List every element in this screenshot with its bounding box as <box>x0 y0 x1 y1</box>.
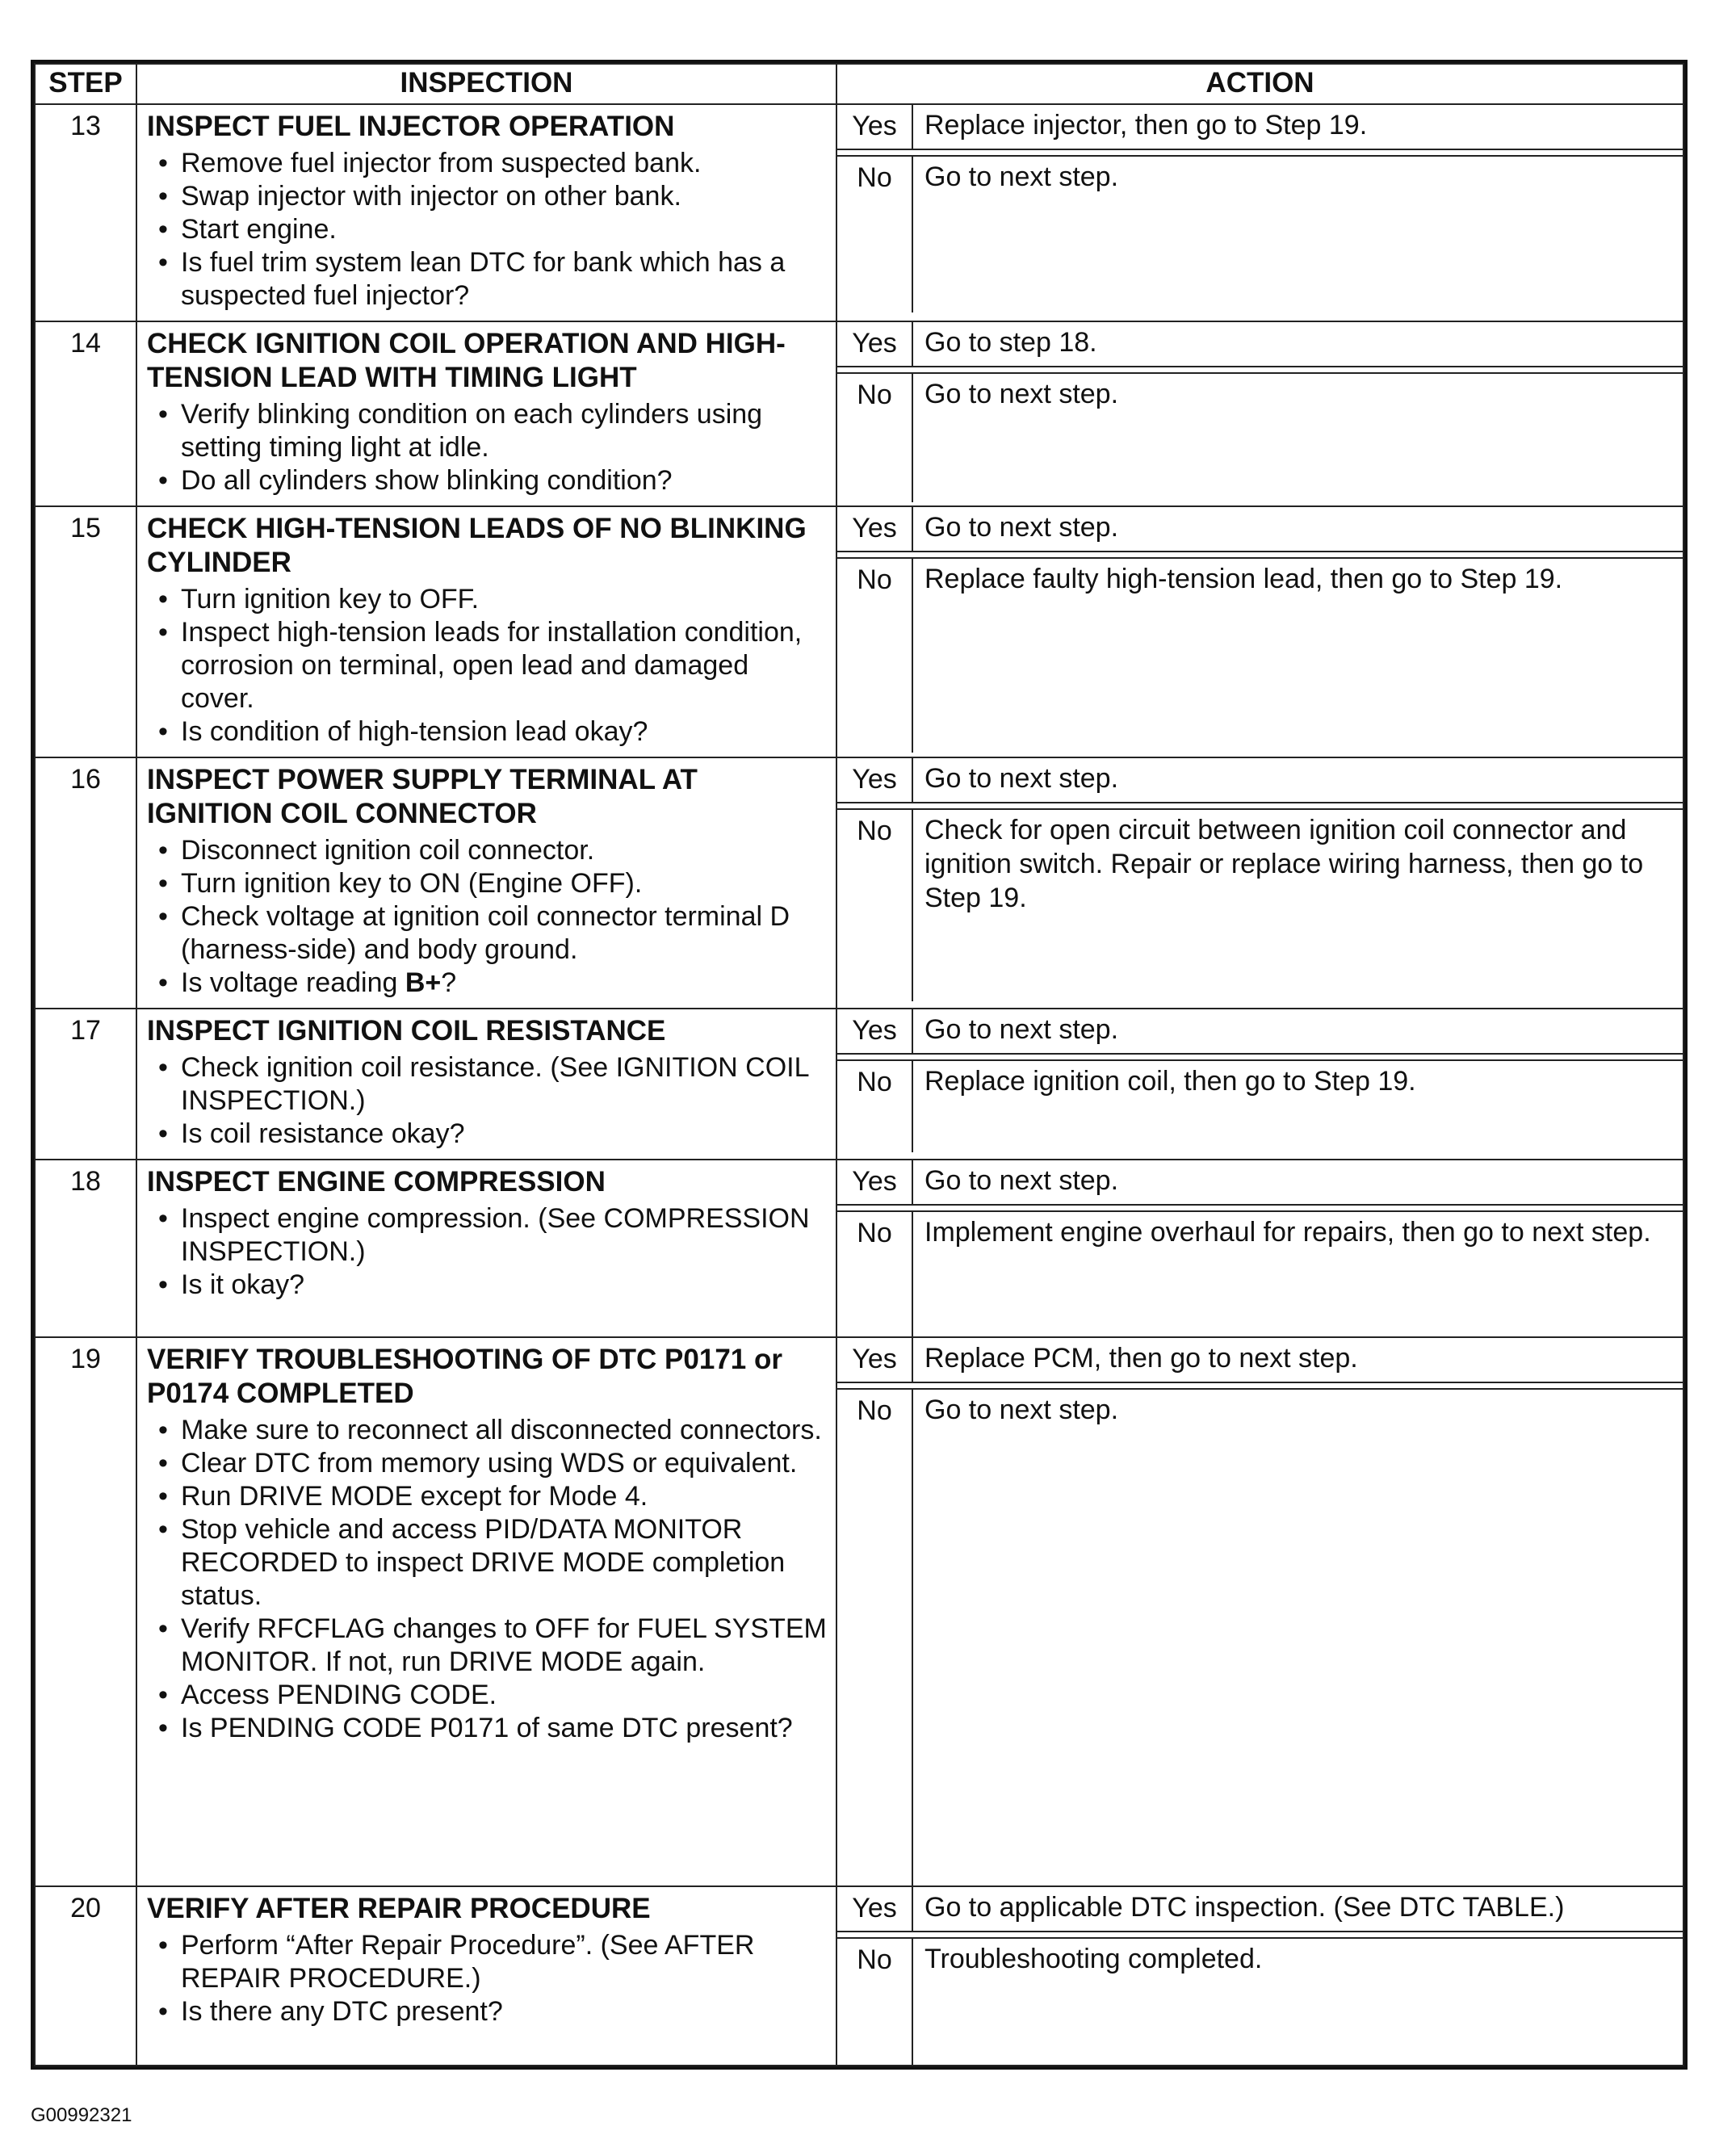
no-action: Troubleshooting completed. <box>924 1944 1263 1974</box>
yes-action: Go to step 18. <box>924 327 1097 358</box>
no-label: No <box>837 1061 913 1152</box>
inspection-bullet: • Check voltage at ignition coil connector terminal D (harness-side) and body ground. <box>147 900 828 967</box>
no-branch <box>837 1059 1683 1152</box>
yes-branch <box>837 758 1683 803</box>
yes-label: Yes <box>837 758 913 802</box>
no-label: No <box>837 157 913 312</box>
no-branch <box>837 372 1683 502</box>
step-number: 15 <box>35 506 136 757</box>
inspection-bullet: • Do all cylinders show blinking condition? <box>147 464 828 497</box>
inspection-title: INSPECT POWER SUPPLY TERMINAL AT IGNITION COIL CONNECTOR <box>147 764 698 829</box>
inspection-title: CHECK HIGH-TENSION LEADS OF NO BLINKING CYLINDER <box>147 513 807 578</box>
no-label: No <box>837 1212 913 1336</box>
table-row <box>35 1009 1683 1160</box>
action-cell <box>836 104 1683 321</box>
inspection-bullets <box>147 1051 828 1151</box>
header-action: ACTION <box>836 64 1683 104</box>
bullet-text: Is voltage reading <box>181 967 405 998</box>
inspection-bullet: • Inspect engine compression. (See COMPRESSION INSPECTION.) <box>147 1202 828 1269</box>
yes-action: Replace PCM, then go to next step. <box>924 1343 1358 1374</box>
yes-action: Go to applicable DTC inspection. (See DTC TABLE.) <box>924 1892 1565 1923</box>
yes-action: Go to next step. <box>924 1165 1119 1196</box>
inspection-bullet: • Is PENDING CODE P0171 of same DTC present? <box>147 1712 828 1745</box>
yes-branch <box>837 1887 1683 1932</box>
inspection-bullets <box>147 398 828 497</box>
inspection-cell <box>136 757 836 1009</box>
bullet-bold-text: B+ <box>405 967 442 998</box>
inspection-bullets <box>147 1929 828 2028</box>
inspection-cell <box>136 104 836 321</box>
action-cell <box>836 321 1683 506</box>
no-action: Go to next step. <box>924 161 1119 192</box>
inspection-title: INSPECT IGNITION COIL RESISTANCE <box>147 1015 666 1047</box>
no-action: Go to next step. <box>924 1395 1119 1425</box>
step-number: 19 <box>35 1337 136 1886</box>
inspection-title: INSPECT FUEL INJECTOR OPERATION <box>147 111 675 142</box>
inspection-bullets <box>147 1414 828 1745</box>
yes-label: Yes <box>837 507 913 551</box>
yes-branch <box>837 1338 1683 1383</box>
action-cell <box>836 757 1683 1009</box>
yes-label: Yes <box>837 1887 913 1931</box>
inspection-bullet: • Verify RFCFLAG changes to OFF for FUEL SYSTEM MONITOR. If not, run DRIVE MODE again. <box>147 1613 828 1679</box>
step-number: 20 <box>35 1886 136 2066</box>
action-cell <box>836 1886 1683 2066</box>
inspection-bullets <box>147 834 828 1000</box>
yes-label: Yes <box>837 322 913 366</box>
table-row <box>35 1886 1683 2066</box>
inspection-title: VERIFY TROUBLESHOOTING OF DTC P0171 or P0174 COMPLETED <box>147 1344 782 1409</box>
troubleshooting-table <box>31 60 1688 2070</box>
no-label: No <box>837 1390 913 1885</box>
inspection-bullet: • Is there any DTC present? <box>147 1995 828 2028</box>
inspection-bullet: • Verify blinking condition on each cylinders using setting timing light at idle. <box>147 398 828 464</box>
yes-branch <box>837 1160 1683 1206</box>
yes-branch <box>837 105 1683 150</box>
yes-label: Yes <box>837 105 913 149</box>
yes-branch <box>837 1009 1683 1055</box>
bullet-text: ? <box>441 967 457 998</box>
no-action: Check for open circuit between ignition coil connector and ignition switch. Repair or replace wiring harness, then go to Step 19. <box>924 815 1644 913</box>
no-label: No <box>837 1939 913 2065</box>
inspection-bullet: • Turn ignition key to OFF. <box>147 583 828 616</box>
no-branch <box>837 808 1683 1001</box>
inspection-bullet: • Check ignition coil resistance. (See IGNITION COIL INSPECTION.) <box>147 1051 828 1118</box>
inspection-cell <box>136 1337 836 1886</box>
inspection-bullet: • Clear DTC from memory using WDS or equivalent. <box>147 1447 828 1480</box>
inspection-bullet <box>147 967 828 1000</box>
inspection-bullet: • Perform “After Repair Procedure”. (See AFTER REPAIR PROCEDURE.) <box>147 1929 828 1995</box>
inspection-title: INSPECT ENGINE COMPRESSION <box>147 1166 606 1198</box>
yes-action: Go to next step. <box>924 763 1119 794</box>
no-branch <box>837 155 1683 312</box>
inspection-cell <box>136 506 836 757</box>
yes-action: Go to next step. <box>924 512 1119 543</box>
no-branch <box>837 1388 1683 1885</box>
table-row <box>35 1337 1683 1886</box>
yes-branch <box>837 322 1683 367</box>
yes-label: Yes <box>837 1338 913 1382</box>
table-row <box>35 506 1683 757</box>
inspection-bullet: • Remove fuel injector from suspected bank. <box>147 147 828 180</box>
no-action: Replace faulty high-tension lead, then go to Step 19. <box>924 564 1563 594</box>
no-branch <box>837 557 1683 753</box>
action-cell <box>836 1337 1683 1886</box>
figure-id: G00992321 <box>31 2104 132 2126</box>
yes-action: Replace injector, then go to Step 19. <box>924 110 1368 141</box>
inspection-bullets <box>147 1202 828 1302</box>
no-label: No <box>837 559 913 753</box>
table-row <box>35 321 1683 506</box>
table-row <box>35 1160 1683 1337</box>
inspection-bullet: • Turn ignition key to ON (Engine OFF). <box>147 867 828 900</box>
step-number: 13 <box>35 104 136 321</box>
yes-branch <box>837 507 1683 552</box>
inspection-bullet: • Stop vehicle and access PID/DATA MONITOR RECORDED to inspect DRIVE MODE completion status. <box>147 1513 828 1613</box>
no-label: No <box>837 374 913 502</box>
no-label: No <box>837 810 913 1001</box>
inspection-bullet: • Is it okay? <box>147 1269 828 1302</box>
inspection-cell <box>136 1009 836 1160</box>
yes-label: Yes <box>837 1160 913 1204</box>
inspection-bullet: • Run DRIVE MODE except for Mode 4. <box>147 1480 828 1513</box>
table-row <box>35 757 1683 1009</box>
yes-action: Go to next step. <box>924 1014 1119 1045</box>
header-inspection: INSPECTION <box>136 64 836 104</box>
no-action: Replace ignition coil, then go to Step 19. <box>924 1066 1416 1097</box>
inspection-bullet: • Make sure to reconnect all disconnected connectors. <box>147 1414 828 1447</box>
inspection-bullet: • Is condition of high-tension lead okay? <box>147 715 828 749</box>
inspection-bullets <box>147 583 828 749</box>
inspection-bullet: • Is fuel trim system lean DTC for bank which has a suspected fuel injector? <box>147 246 828 312</box>
step-number: 18 <box>35 1160 136 1337</box>
inspection-bullet: • Start engine. <box>147 213 828 246</box>
action-cell <box>836 1160 1683 1337</box>
inspection-cell <box>136 1886 836 2066</box>
action-cell <box>836 1009 1683 1160</box>
no-branch <box>837 1210 1683 1336</box>
inspection-bullet: • Disconnect ignition coil connector. <box>147 834 828 867</box>
table-header-row <box>35 64 1683 104</box>
table-row <box>35 104 1683 321</box>
inspection-bullet: • Inspect high-tension leads for installation condition, corrosion on terminal, open lead and damaged cover. <box>147 616 828 715</box>
no-action: Implement engine overhaul for repairs, then go to next step. <box>924 1217 1651 1248</box>
inspection-cell <box>136 321 836 506</box>
inspection-bullet: • Is coil resistance okay? <box>147 1118 828 1151</box>
inspection-title: CHECK IGNITION COIL OPERATION AND HIGH-TENSION LEAD WITH TIMING LIGHT <box>147 328 786 393</box>
step-number: 17 <box>35 1009 136 1160</box>
inspection-bullets <box>147 147 828 312</box>
no-branch <box>837 1937 1683 2065</box>
yes-label: Yes <box>837 1009 913 1053</box>
inspection-bullet: • Swap injector with injector on other bank. <box>147 180 828 213</box>
inspection-title: VERIFY AFTER REPAIR PROCEDURE <box>147 1893 651 1924</box>
header-step: STEP <box>35 64 136 104</box>
inspection-bullet: • Access PENDING CODE. <box>147 1679 828 1712</box>
no-action: Go to next step. <box>924 379 1119 409</box>
step-number: 14 <box>35 321 136 506</box>
action-cell <box>836 506 1683 757</box>
step-number: 16 <box>35 757 136 1009</box>
inspection-cell <box>136 1160 836 1337</box>
